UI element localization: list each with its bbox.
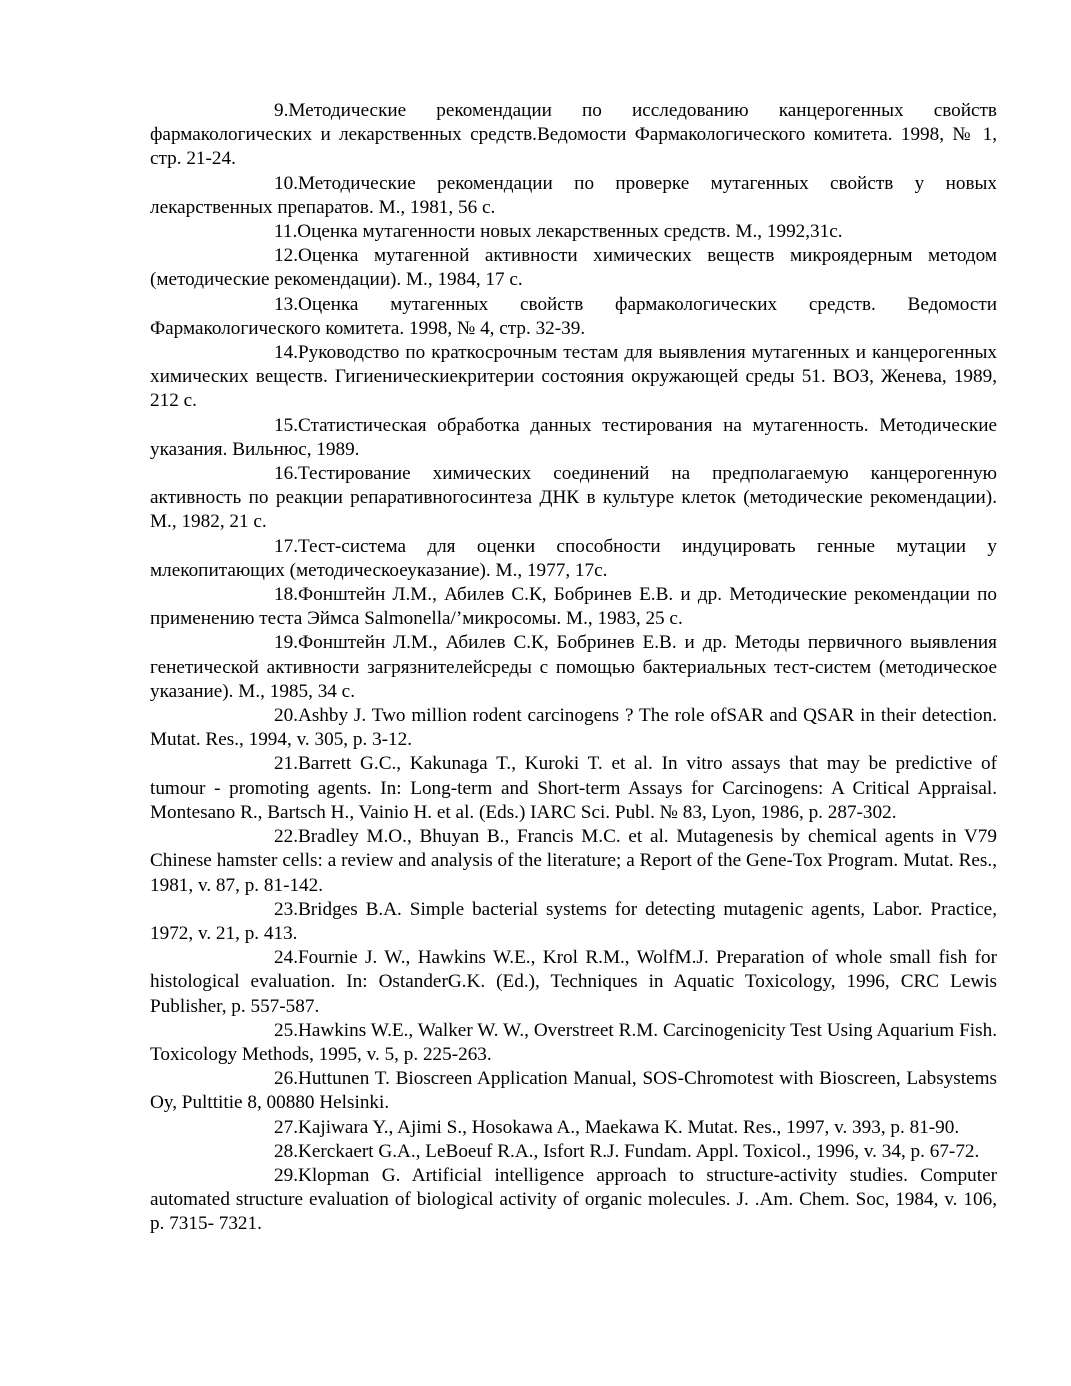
reference-number: 27. — [274, 1116, 298, 1138]
reference-item-11 — [150, 220, 997, 244]
reference-number: 18. — [274, 584, 298, 606]
reference-text: Ashby J. Two million rodent carcinogens ? The role ofSAR and QSAR in their detection. Mutat. Res., 1994, v. 305, p. 3-12. — [150, 705, 997, 751]
reference-item-23 — [150, 898, 997, 946]
reference-text: Bradley M.O., Bhuyan B., Francis M.C. et al. Mutagenesis by chemical agents in V79 Chinese hamster cells: a review and analysis of the literature; a Report of the Gene-Tox Program. Mutat. Res., 1981, v. 87, p. 81-142. — [150, 826, 997, 896]
reference-text: Тестирование химических соединений на предполагаемую канцерогенную активность по реакции репаративногосинтеза ДНК в культуре клеток (методические рекомендации). М., 1982, 21 с. — [150, 463, 997, 533]
reference-text: Фонштейн Л.М., Абилев С.К, Бобринев Е.В. и др. Методические рекомендации по применению теста Эймса Salmonella/’микросомы. М., 1983, 25 с. — [150, 584, 997, 630]
reference-number: 22. — [274, 826, 298, 848]
reference-item-9 — [150, 99, 997, 172]
reference-item-29 — [150, 1164, 997, 1237]
reference-text: Оценка мутагенных свойств фармакологических средств. Ведомости Фармакологического комитета. 1998, № 4, стр. 32-39. — [150, 293, 997, 339]
reference-item-13 — [150, 293, 997, 341]
reference-item-14 — [150, 341, 997, 414]
reference-text: Kajiwara Y., Ajimi S., Hosokawa A., Maekawa K. Mutat. Res., 1997, v. 393, p. 81-90. — [297, 1116, 960, 1138]
reference-item-19 — [150, 631, 997, 704]
reference-text: Руководство по краткосрочным тестам для выявления мутагенных и канцерогенных химических веществ. Гигиеническиекритерии состояния окружающей среды 51. ВОЗ, Женева, 1989, 212 с. — [150, 342, 997, 412]
reference-list — [150, 99, 997, 1237]
reference-number: 23. — [274, 898, 298, 920]
reference-item-15 — [150, 414, 997, 462]
reference-number: 15. — [274, 414, 298, 436]
reference-item-16 — [150, 462, 997, 535]
reference-number: 19. — [274, 632, 298, 654]
reference-number: 9. — [274, 100, 289, 121]
reference-number: 29. — [274, 1164, 298, 1186]
reference-item-21 — [150, 752, 997, 825]
reference-text: Kerckaert G.A., LeBoeuf R.A., Isfort R.J. Fundam. Appl. Toxicol., 1996, v. 34, p. 67-72. — [297, 1140, 980, 1162]
reference-number: 26. — [274, 1068, 298, 1090]
reference-text: Статистическая обработка данных тестирования на мутагенность. Методические указания. Вильнюс, 1989. — [150, 414, 997, 460]
reference-item-10 — [150, 172, 997, 220]
reference-text: Bridges B.A. Simple bacterial systems for detecting mutagenic agents, Labor. Practice, 1972, v. 21, p. 413. — [150, 898, 997, 944]
reference-text: Hawkins W.E., Walker W. W., Overstreet R.M. Carcinogenicity Test Using Aquarium Fish. Toxicology Methods, 1995, v. 5, p. 225-263. — [150, 1019, 997, 1065]
reference-number: 25. — [274, 1019, 298, 1041]
reference-number: 20. — [274, 705, 298, 727]
reference-number: 24. — [274, 947, 298, 969]
reference-item-17 — [150, 535, 997, 583]
reference-number: 10. — [274, 172, 298, 194]
reference-number: 16. — [274, 463, 298, 485]
reference-number: 13. — [274, 293, 298, 315]
reference-text: Методические рекомендации по исследованию канцерогенных свойств фармакологических и лекарственных средств.Ведомости Фармакологического комитета. 1998, № 1, стр. 21-24. — [150, 100, 997, 170]
reference-text: Оценка мутагенности новых лекарственных средств. М., 1992,31с. — [297, 221, 843, 243]
reference-item-27 — [150, 1116, 997, 1140]
reference-item-22 — [150, 825, 997, 898]
reference-item-12 — [150, 244, 997, 292]
reference-number: 21. — [274, 753, 298, 775]
reference-item-20 — [150, 704, 997, 752]
reference-number: 17. — [274, 535, 298, 557]
reference-text: Оценка мутагенной активности химических веществ микроядерным методом (методические рекомендации). М., 1984, 17 с. — [150, 245, 997, 291]
reference-number: 12. — [274, 245, 298, 267]
reference-item-25 — [150, 1019, 997, 1067]
reference-text: Klopman G. Artificial intelligence approach to structure-activity studies. Computer automated structure evaluation of biological activity of organic molecules. J. .Am. Chem. Soc, 1984, v. 106, p. 7315- 7321. — [150, 1164, 997, 1235]
reference-number: 11. — [274, 221, 298, 243]
reference-number: 28. — [274, 1140, 298, 1162]
reference-text: Фонштейн Л.М., Абилев С.К, Бобринев Е.В. и др. Методы первичного выявления генетической активности загрязнителейсреды с помощью бактериальных тест-систем (методическое указание). М., 1985, 34 с. — [150, 632, 997, 702]
reference-text: Fournie J. W., Hawkins W.E., Krol R.M., WolfM.J. Preparation of whole small fish for histological evaluation. In: OstanderG.K. (Ed.), Techniques in Aquatic Toxicology, 1996, CRC Lewis Publisher, p. 557-587. — [150, 947, 997, 1017]
reference-item-24 — [150, 946, 997, 1019]
reference-text: Тест-система для оценки способности индуцировать генные мутации у млекопитающих (методическоеуказание). М., 1977, 17с. — [150, 535, 997, 581]
reference-text: Barrett G.C., Kakunaga T., Kuroki T. et al. In vitro assays that may be predictive of tumour - promoting agents. In: Long-term and Short-term Assays for Carcinogens: A Critical Appraisal. Montesano R., Bartsch H., Vainio H. et al. (Eds.) IARC Sci. Publ. № 83, Lyon, 1986, p. 287-302. — [150, 753, 997, 823]
reference-text: Методические рекомендации по проверке мутагенных свойств у новых лекарственных препаратов. М., 1981, 56 с. — [150, 172, 997, 218]
reference-number: 14. — [274, 342, 298, 364]
reference-item-18 — [150, 583, 997, 631]
reference-item-28 — [150, 1140, 997, 1164]
reference-item-26 — [150, 1067, 997, 1115]
reference-text: Huttunen T. Bioscreen Application Manual, SOS-Chromotest with Bioscreen, Labsystems Oy, Pulttitie 8, 00880 Helsinki. — [150, 1068, 997, 1114]
